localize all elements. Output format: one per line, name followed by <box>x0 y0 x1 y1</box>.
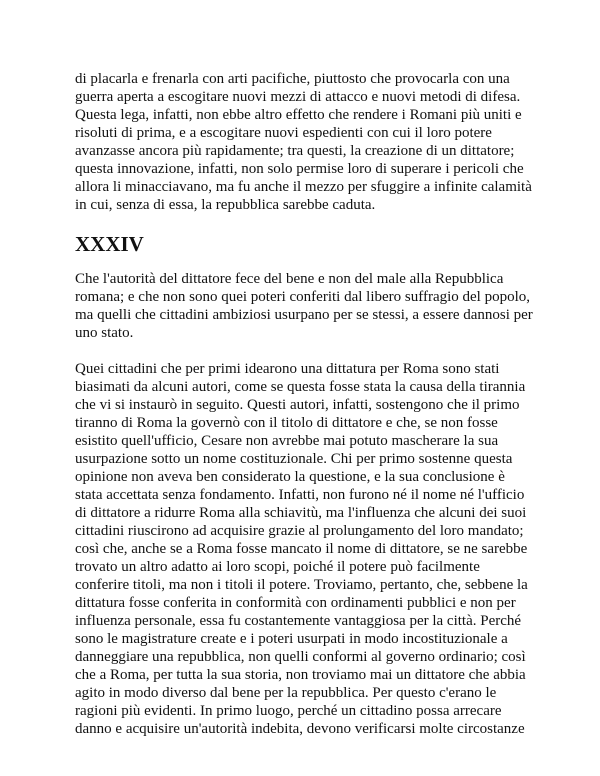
text-line: stata accettata senza fondamento. Infatti, non furono né il nome né l'ufficio <box>75 487 525 503</box>
text-line: agito in modo diverso dal bene per la repubblica. Per questo c'erano le <box>75 685 497 701</box>
text-line: trovato un altro adatto ai loro scopi, poiché il potere può facilmente <box>75 559 480 575</box>
text-line: dittatura fosse conferita in conformità con ordinamenti pubblici e non per <box>75 595 516 611</box>
text-line: di dittatore a ridurre Roma alla schiavitù, ma l'influenza che alcuni dei suoi <box>75 505 527 521</box>
text-line: Quei cittadini che per primi idearono una dittatura per Roma sono stati <box>75 361 500 377</box>
text-line: Questa lega, infatti, non ebbe altro effetto che rendere i Romani più uniti e <box>75 107 522 123</box>
text-line: biasimati da alcuni autori, come se questa fosse stata la causa della tirannia <box>75 379 526 395</box>
chapter-summary <box>75 270 535 342</box>
chapter-body-paragraph <box>75 360 535 738</box>
text-line: esistito quell'ufficio, Cesare non avrebbe mai potuto mascherare la sua <box>75 433 499 449</box>
text-line: influenza personale, essa fu costantemente vantaggiosa per la città. Perché <box>75 613 522 629</box>
text-line: questa innovazione, infatti, non solo permise loro di superare i pericoli che <box>75 161 524 177</box>
text-line: Che l'autorità del dittatore fece del bene e non del male alla Repubblica <box>75 271 504 287</box>
text-line: in cui, senza di essa, la repubblica sarebbe caduta. <box>75 197 376 213</box>
text-line: usurpazione sotto un nome costituzionale. Chi per primo sostenne questa <box>75 451 513 467</box>
text-line: cittadini riuscirono ad acquisire grazie al prolungamento del loro mandato; <box>75 523 524 539</box>
text-line: tiranno di Roma la governò con il titolo di dittatore e che, se non fosse <box>75 415 498 431</box>
text-line: ma quelli che cittadini ambiziosi usurpano per se stessi, a essere dannosi per <box>75 307 533 323</box>
text-line: che a Roma, per tutta la sua storia, non troviamo mai un dittatore che abbia <box>75 667 526 683</box>
text-line: sono le magistrature create e i poteri usurpati in modo incostituzionale a <box>75 631 508 647</box>
text-line: avanzasse ancora più rapidamente; tra questi, la creazione di un dittatore; <box>75 143 515 159</box>
text-line: allora li minacciavano, ma fu anche il mezzo per sfuggire a infinite calamità <box>75 179 532 195</box>
text-line: così che, anche se a Roma fosse mancato il nome di dittatore, se ne sarebbe <box>75 541 528 557</box>
text-line: opinione non aveva ben considerato la questione, e la sua conclusione è <box>75 469 505 485</box>
text-line: danneggiare una repubblica, non quelli conformi al governo ordinario; così <box>75 649 526 665</box>
text-line: uno stato. <box>75 325 134 341</box>
chapter-heading: XXXIV <box>75 232 144 256</box>
text-line: conferire titoli, ma non i titoli il potere. Troviamo, pertanto, che, sebbene la <box>75 577 528 593</box>
text-line: danno e acquisire un'autorità indebita, devono verificarsi molte circostanze <box>75 721 525 737</box>
text-line: romana; e che non sono quei poteri conferiti dal libero suffragio del popolo, <box>75 289 531 305</box>
text-line: risoluti di prima, e a escogitare nuovi espedienti con cui il loro potere <box>75 125 492 141</box>
text-line: guerra aperta a escogitare nuovi mezzi di attacco e nuovi metodi di difesa. <box>75 89 521 105</box>
document-page <box>75 70 535 756</box>
text-line: che vi si instaurò in seguito. Questi autori, infatti, sostengono che il primo <box>75 397 520 413</box>
text-line: di placarla e frenarla con arti pacifiche, piuttosto che provocarla con una <box>75 71 510 87</box>
paragraph-continued <box>75 70 535 214</box>
text-line: ragioni più evidenti. In primo luogo, perché un cittadino possa arrecare <box>75 703 502 719</box>
